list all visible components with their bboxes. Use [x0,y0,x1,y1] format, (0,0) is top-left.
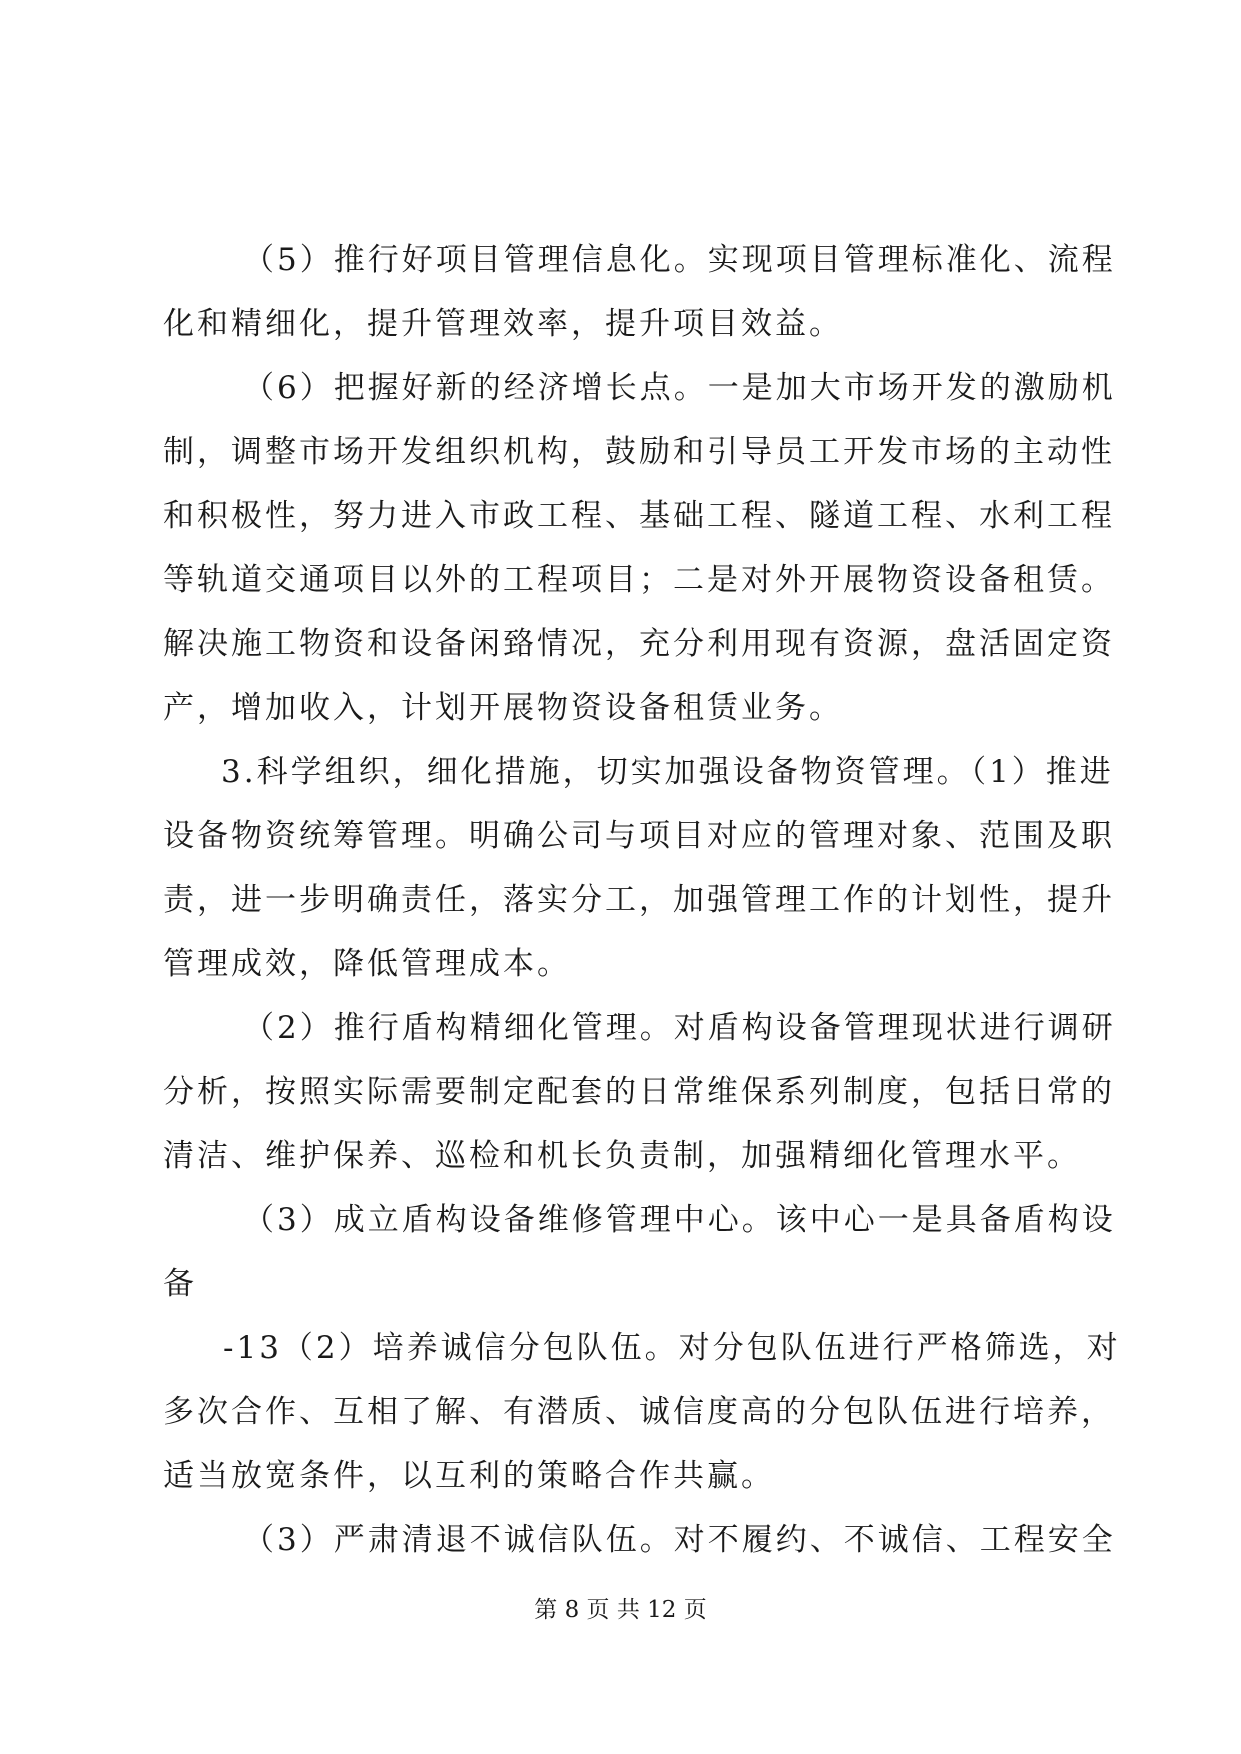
text-line: 管理成效，降低管理成本。 [163,946,571,982]
text-line: 解决施工物资和设备闲臵情况，充分利用现有资源，盘活固定资 [163,626,1115,662]
text-line: 等轨道交通项目以外的工程项目；二是对外开展物资设备租赁。 [163,562,1115,598]
text-line: （3）严肃清退不诚信队伍。对不履约、不诚信、工程安全 [243,1522,1116,1558]
text-line: 清洁、维护保养、巡检和机长负责制，加强精细化管理水平。 [163,1138,1081,1174]
text-line: 分析，按照实际需要制定配套的日常维保系列制度，包括日常的 [163,1074,1115,1110]
text-line: 适当放宽条件，以互利的策略合作共赢。 [163,1458,775,1494]
text-line: （3）成立盾构设备维修管理中心。该中心一是具备盾构设 [243,1202,1116,1238]
text-line: （2）推行盾构精细化管理。对盾构设备管理现状进行调研 [243,1010,1116,1046]
text-line: 责，进一步明确责任，落实分工，加强管理工作的计划性，提升 [163,882,1115,918]
text-line: 备 [163,1266,197,1302]
document-body [163,228,1121,1572]
text-line: 多次合作、互相了解、有潜质、诚信度高的分包队伍进行培养， [163,1394,1115,1430]
text-line: -13（2）培养诚信分包队伍。对分包队伍进行严格筛选，对 [223,1330,1121,1366]
text-line: 制，调整市场开发组织机构，鼓励和引导员工开发市场的主动性 [163,434,1115,470]
text-line: 设备物资统筹管理。明确公司与项目对应的管理对象、范围及职 [163,818,1115,854]
text-line: 产，增加收入，计划开展物资设备租赁业务。 [163,690,843,726]
text-line: （5）推行好项目管理信息化。实现项目管理标准化、流程 [243,242,1116,278]
text-line: 3.科学组织，细化措施，切实加强设备物资管理。（1）推进 [221,754,1114,790]
page-number: 第 8 页 共 12 页 [534,1597,707,1623]
text-line: 化和精细化，提升管理效率，提升项目效益。 [163,306,843,342]
text-line: 和积极性，努力进入市政工程、基础工程、隧道工程、水利工程 [163,498,1115,534]
text-line: （6）把握好新的经济增长点。一是加大市场开发的激励机 [243,370,1116,406]
